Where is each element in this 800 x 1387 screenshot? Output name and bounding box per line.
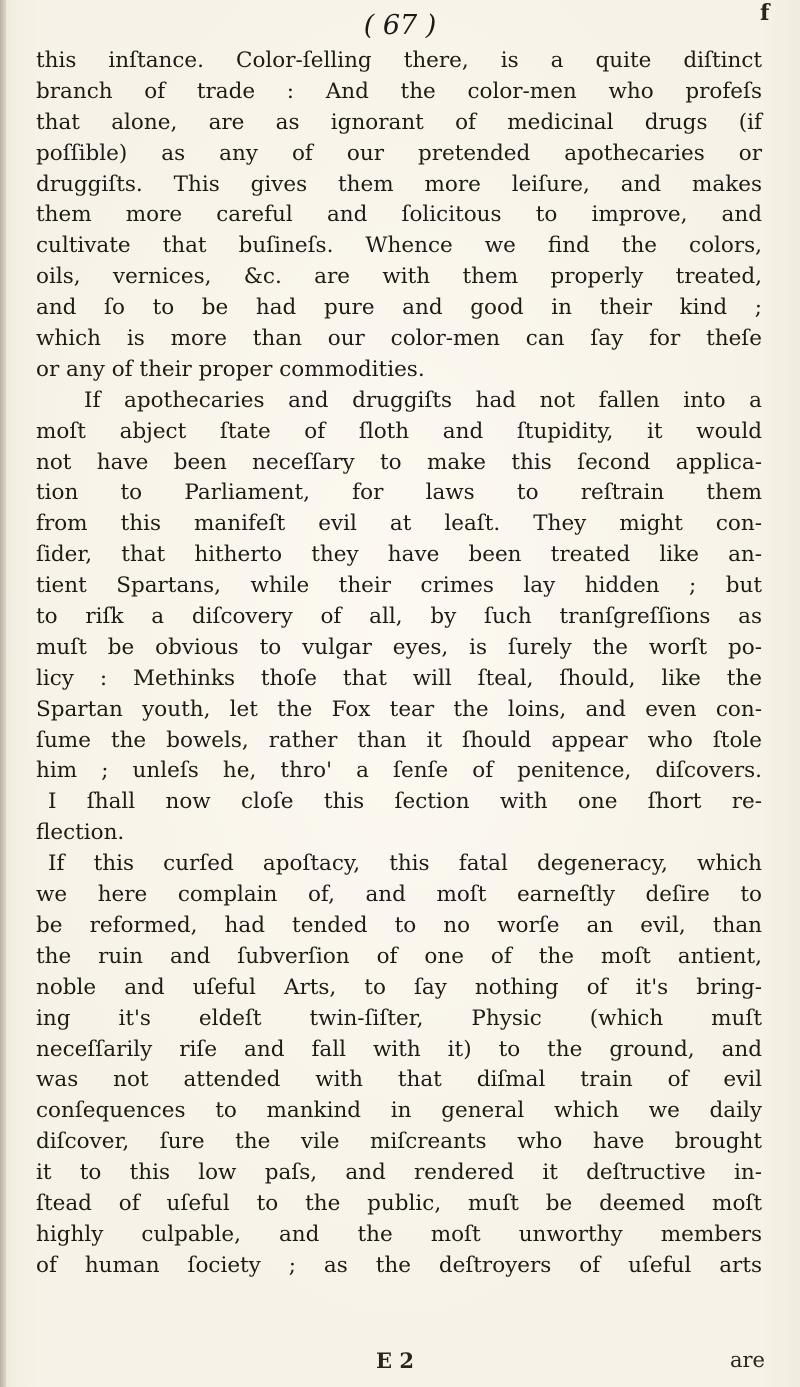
text-line: was not attended with that diſmal train of evil (36, 1067, 762, 1093)
text-line: and ſo to be had pure and good in their kind ; (36, 295, 762, 321)
text-line: the ruin and ſubverſion of one of the moſt antient, (36, 943, 762, 969)
text-line: moſt abject ſtate of ſloth and ſtupidity, it would (36, 418, 762, 444)
text-line: diſcover, ſure the vile miſcreants who have brought (36, 1129, 762, 1155)
text-line: licy : Methinks thoſe that will ſteal, ſhould, like the (36, 665, 762, 691)
text-line: from this manifeſt evil at leaſt. They might con- (36, 511, 762, 537)
text-line: of human ſociety ; as the deſtroyers of uſeful arts (36, 1252, 762, 1278)
text-line: cultivate that buſineſs. Whence we find the colors, (36, 233, 762, 259)
catchword: are (730, 1348, 765, 1372)
text-line: Spartan youth, let the Fox tear the loins, and even con- (36, 696, 762, 722)
text-line: this inſtance. Color-ſelling there, is a quite diſtinct (36, 48, 762, 73)
text-line: ſume the bowels, rather than it ſhould appear who ſtole (36, 727, 762, 753)
text-line: conſequences to mankind in general which we daily (36, 1098, 762, 1124)
text-line: which is more than our color-men can ſay for theſe (36, 326, 762, 352)
text-line: we here complain of, and moſt earneſtly deſire to (36, 882, 762, 908)
text-line: or any of their proper commodities. (36, 356, 425, 382)
corner-mark: f (760, 0, 770, 26)
text-line: ing it's eldeſt twin-ſiſter, Physic (which muſt (36, 1005, 762, 1031)
text-line: them more careful and ſolicitous to improve, and (36, 202, 762, 228)
text-line: that alone, are as ignorant of medicinal drugs (if (36, 109, 762, 135)
text-line: oils, vernices, &c. are with them properly treated, (36, 264, 762, 290)
text-line: druggiſts. This gives them more leiſure, and makes (36, 171, 762, 197)
binding-edge (0, 0, 6, 1387)
text-line: branch of trade : And the color-men who profeſs (36, 78, 762, 104)
text-line: noble and uſeful Arts, to ſay nothing of it's bring- (36, 974, 762, 1000)
text-line: be reformed, had tended to no worſe an evil, than (36, 912, 762, 938)
text-line: I ſhall now cloſe this ſection with one ſhort re- (48, 789, 762, 815)
page-number: ( 67 ) (363, 10, 437, 41)
text-line: to riſk a diſcovery of all, by ſuch tranſgreſſions as (36, 604, 762, 630)
text-line: him ; unleſs he, thro' a ſenſe of penitence, diſcovers. (36, 758, 762, 784)
text-line: tion to Parliament, for laws to reſtrain them (36, 480, 762, 506)
text-line: ſtead of uſeful to the public, muſt be deemed moſt (36, 1190, 762, 1216)
text-line: flection. (36, 820, 125, 846)
text-line: If apothecaries and druggiſts had not fallen into a (84, 387, 762, 413)
text-line: it to this low paſs, and rendered it deſtructive in- (36, 1160, 762, 1186)
signature-mark: E 2 (376, 1348, 414, 1373)
text-line: muſt be obvious to vulgar eyes, is ſurely the worſt po- (36, 634, 762, 660)
text-line: ſider, that hitherto they have been treated like an- (36, 542, 762, 568)
text-line: If this curſed apoſtacy, this fatal degeneracy, which (48, 851, 762, 877)
body-text (36, 46, 762, 1282)
text-line: neceſſarily riſe and fall with it) to the ground, and (36, 1036, 762, 1062)
text-line: poſſible) as any of our pretended apothecaries or (36, 140, 762, 166)
text-line: not have been neceſſary to make this ſecond applica- (36, 449, 762, 475)
text-line: highly culpable, and the moſt unworthy members (36, 1221, 762, 1247)
text-line: tient Spartans, while their crimes lay hidden ; but (36, 573, 762, 599)
